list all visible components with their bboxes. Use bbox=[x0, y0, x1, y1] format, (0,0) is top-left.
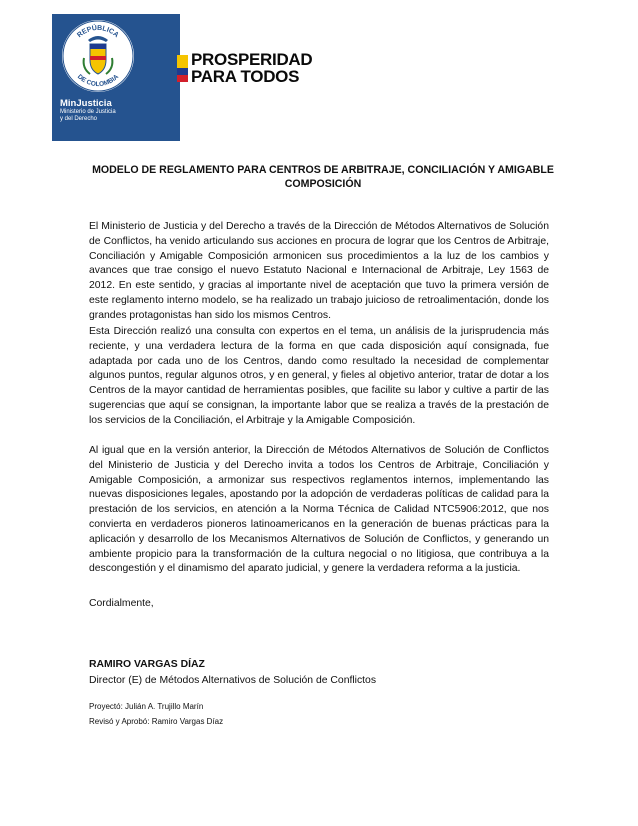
paragraph-2: Esta Dirección realizó una consulta con expertos en el tema, un análisis de la jurisprudencia más reciente, y una verdadera lectura de la forma en que cada disposición aquí consignada, fue adaptada por cada uno de los Centros, dando como resultado la necesidad de complementar algunos puntos, regular algunos otros, y en general, y fieles al objetivo anterior, tratar de dotar a los Centros de la mayor cantidad de herramientas posibles, que facilite su labor y cultive a partir de las sugerencias que aquí se consignan, la importante labor que se realiza a través de la prestación de los servicios de la Conciliación, el Arbitraje y la Amigable Composición. bbox=[89, 326, 549, 426]
flag-stripes-icon bbox=[177, 55, 188, 82]
signer-role: Director (E) de Métodos Alternativos de Solución de Conflictos bbox=[89, 675, 377, 686]
ministry-sub-2: y del Derecho bbox=[60, 116, 98, 122]
ministry-logo bbox=[52, 14, 180, 141]
seal-text-bottom: DE COLOMBIA bbox=[75, 73, 121, 89]
closing: Cordialmente, bbox=[89, 598, 154, 609]
ministry-sub-1: Ministerio de Justicia bbox=[60, 109, 116, 115]
paragraph-3: Al igual que en la versión anterior, la Dirección de Métodos Alternativos de Solución de Conflictos del Ministerio de Justicia y del Derecho invita a todos los Centros de Arbitraje, Conciliación y Amigable Composición, a armonizar sus respectivos reglamentos internos, implementando las nuevas disposiciones legales, apostando por la adopción de verdaderas políticas de calidad para la prestación de los servicios, en atención a la Norma Técnica de Calidad NTC5906:2012, que nos convierta en verdaderos pioneros latinoamericanos en la generación de buenas prácticas para la aplicación y desarrollo de los Mecanismos Alternativos de Solución de Conflictos, y generando un ambiente propicio para la transformación de la cultura negocial o no litigiosa, que contribuya a la descongestión y el dinamismo del aparato judicial, y genere la verdadera reforma a la justicia. bbox=[89, 445, 549, 575]
ministry-name: MinJusticia bbox=[60, 98, 112, 109]
seal-text-top: REPÚBLICA bbox=[76, 24, 120, 40]
letterhead bbox=[52, 14, 592, 144]
prepared-by: Proyectó: Julián A. Trujillo Marín bbox=[89, 702, 204, 711]
slogan-line-1: PROSPERIDAD bbox=[191, 50, 313, 69]
reviewed-by: Revisó y Aprobó: Ramiro Vargas Díaz bbox=[89, 717, 224, 726]
title-line-1: MODELO DE REGLAMENTO PARA CENTROS DE ARBITRAJE, CONCILIACIÓN Y AMIGABLE bbox=[92, 164, 554, 176]
signer-name: RAMIRO VARGAS DÍAZ bbox=[89, 659, 205, 670]
document-title bbox=[92, 163, 554, 191]
paragraph-1: El Ministerio de Justicia y del Derecho a través de la Dirección de Métodos Alternativos de Solución de Conflictos, ha venido articulando sus acciones en procura de lograr que los Centros de Arbitraje, Conciliación y Amigable Composición armonicen sus procedimientos a la luz de los cambios y avances que trae consigo el nuevo Estatuto Nacional e Internacional de Arbitraje, Ley 1563 de 2012. En este sentido, y gracias al importante nivel de aceptación que tuvo la primera versión de este reglamento interno modelo, se ha realizado un trabajo juicioso de retroalimentación, donde los grandes protagonistas han sido los mismos Centros. bbox=[89, 221, 549, 321]
coat-of-arms-icon bbox=[60, 18, 136, 94]
title-line-2: COMPOSICIÓN bbox=[284, 178, 362, 190]
slogan-line-2: PARA TODOS bbox=[191, 67, 300, 86]
